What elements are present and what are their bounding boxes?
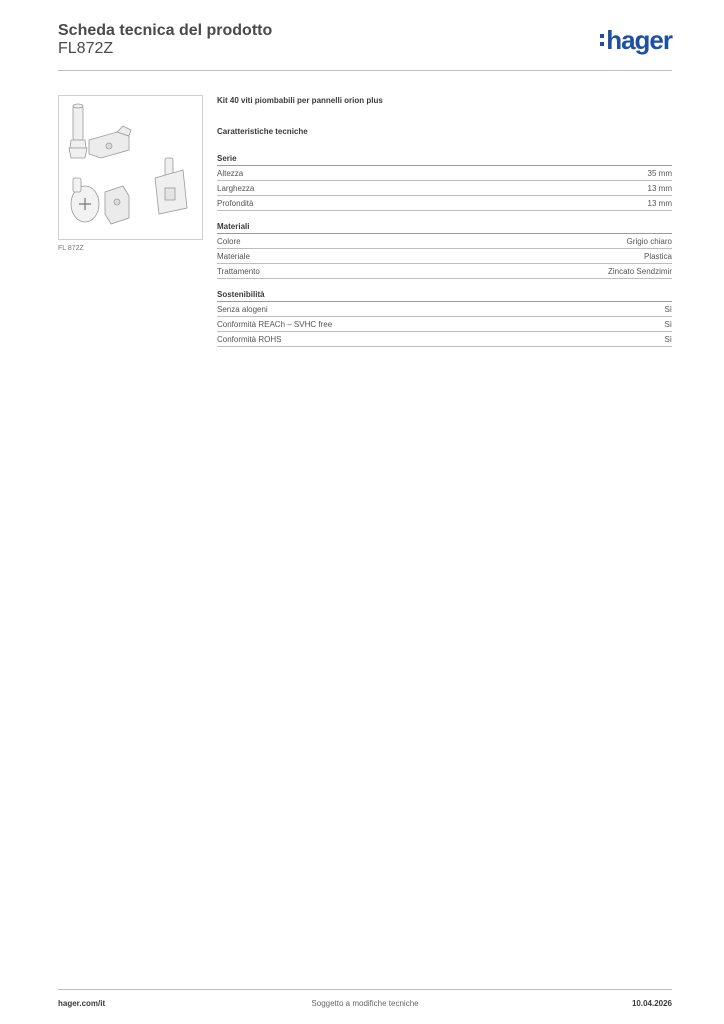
spec-row <box>217 234 672 249</box>
spec-label: Larghezza <box>217 184 255 193</box>
spec-value: Sì <box>664 305 672 314</box>
spec-row <box>217 181 672 196</box>
spec-row <box>217 196 672 211</box>
footer-website-link[interactable]: hager.com/it <box>58 999 106 1008</box>
spec-label: Colore <box>217 237 241 246</box>
spec-label: Senza alogeni <box>217 305 268 314</box>
spec-group-sostenibilita <box>217 289 672 347</box>
spec-row <box>217 166 672 181</box>
product-description: Kit 40 viti piombabili per pannelli orion plus <box>217 96 383 105</box>
footer-note: Soggetto a modifiche tecniche <box>311 999 419 1008</box>
spec-row <box>217 264 672 279</box>
screw-kit-illustration-icon <box>59 96 202 239</box>
logo-text: hager <box>606 24 672 55</box>
spec-value: Grigio chiaro <box>626 237 672 246</box>
spec-group-title: Materiali <box>217 221 672 234</box>
logo-dots-icon <box>600 31 604 49</box>
spec-value: Sì <box>664 320 672 329</box>
spec-group-title: Serie <box>217 153 672 166</box>
spec-label: Conformità REACh – SVHC free <box>217 320 333 329</box>
spec-value: Zincato Sendzimir <box>607 267 672 276</box>
spec-label: Altezza <box>217 169 244 178</box>
spec-value: 35 mm <box>647 169 672 178</box>
spec-value: Plastica <box>643 252 672 261</box>
spec-row <box>217 302 672 317</box>
page-header <box>58 20 672 71</box>
spec-label: Trattamento <box>217 267 260 276</box>
page-title: Scheda tecnica del prodotto <box>58 22 273 39</box>
spec-row <box>217 249 672 264</box>
product-code: FL872Z <box>58 40 114 57</box>
spec-label: Conformità ROHS <box>217 335 282 344</box>
product-image <box>58 95 203 240</box>
image-caption: FL 872Z <box>58 245 84 252</box>
spec-label: Profondità <box>217 199 254 208</box>
footer-date: 10.04.2026 <box>631 999 672 1008</box>
spec-value: 13 mm <box>647 199 672 208</box>
spec-row <box>217 332 672 347</box>
spec-group-materiali <box>217 221 672 279</box>
hager-logo[interactable] <box>600 25 672 55</box>
spec-value: 13 mm <box>647 184 672 193</box>
spec-row <box>217 317 672 332</box>
spec-value: Sì <box>664 335 672 344</box>
content-area <box>217 96 672 357</box>
spec-label: Materiale <box>217 252 250 261</box>
spec-group-title: Sostenibilità <box>217 289 672 302</box>
specs-section-title: Caratteristiche tecniche <box>217 127 308 136</box>
spec-group-serie <box>217 153 672 211</box>
page-footer <box>58 989 672 1012</box>
